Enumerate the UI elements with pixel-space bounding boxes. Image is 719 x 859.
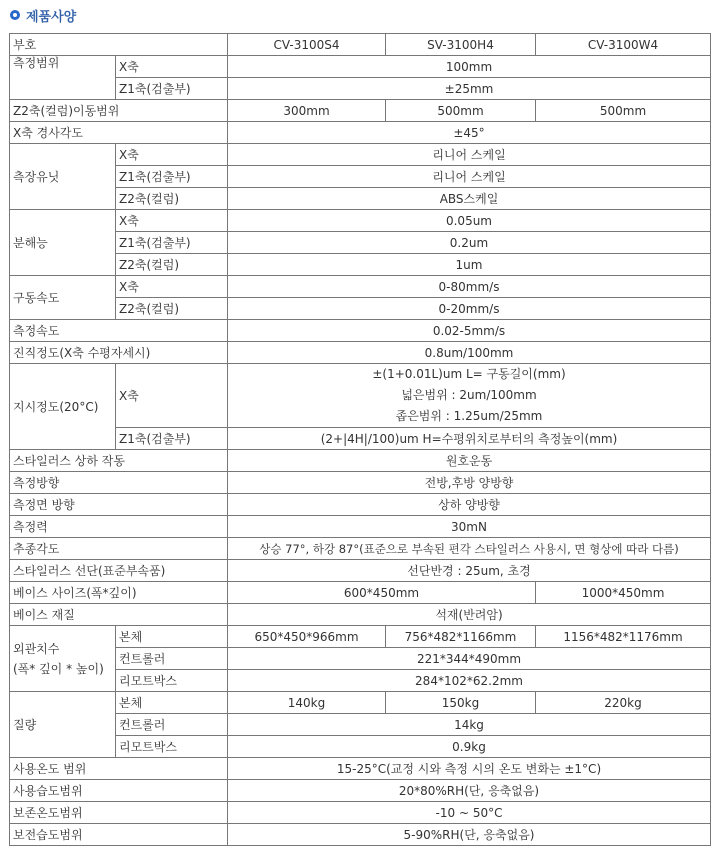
cell-value: 0.2um: [228, 232, 711, 254]
cell-label: 지시정도(20°C): [10, 364, 116, 450]
row-base-size: [10, 582, 711, 604]
cell-sublabel: Z1축(검출부): [116, 428, 228, 450]
cell-sublabel: X축: [116, 364, 228, 428]
cell-model-2: SV-3100H4: [386, 34, 536, 56]
row-measuring-speed: [10, 320, 711, 342]
cell-value: 600*450mm: [228, 582, 536, 604]
row-drive-speed: [10, 276, 711, 298]
cell-value: 전방,후방 양방향: [228, 472, 711, 494]
cell-value: 500mm: [536, 100, 711, 122]
cell-value: 1000*450mm: [536, 582, 711, 604]
cell-label: Z2축(컬럼)이동범위: [10, 100, 228, 122]
cell-value: 0-20mm/s: [228, 298, 711, 320]
row-x-tilt: [10, 122, 711, 144]
row-measuring-range: [10, 56, 711, 78]
dimensions-sublabel: (폭* 깊이 * 높이): [13, 661, 104, 676]
cell-value: ±25mm: [228, 78, 711, 100]
cell-sublabel: Z1축(검출부): [116, 166, 228, 188]
cell-value: 15-25°C(교정 시와 측정 시의 온도 변화는 ±1°C): [228, 758, 711, 780]
row-scale-unit-z1: [10, 166, 711, 188]
row-measuring-face: [10, 494, 711, 516]
row-dimensions: [10, 626, 711, 648]
cell-sublabel: 컨트롤러: [116, 648, 228, 670]
cell-label-multiline: [10, 626, 116, 692]
row-mass: [10, 692, 711, 714]
row-operating-humidity: [10, 780, 711, 802]
cell-value: 선단반경 : 25um, 초경: [228, 560, 711, 582]
cell-value: 20*80%RH(단, 응축없음): [228, 780, 711, 802]
cell-label: 부호: [10, 34, 228, 56]
cell-value: 221*344*490mm: [228, 648, 711, 670]
cell-value: 500mm: [386, 100, 536, 122]
cell-label: 측정력: [10, 516, 228, 538]
cell-label: 측장유닛: [10, 144, 116, 210]
cell-sublabel: X축: [116, 210, 228, 232]
cell-value: 0.02-5mm/s: [228, 320, 711, 342]
spec-table: [9, 33, 711, 846]
cell-value: 100mm: [228, 56, 711, 78]
cell-value: 1um: [228, 254, 711, 276]
cell-label: 진직정도(X축 수평자세시): [10, 342, 228, 364]
cell-sublabel: Z1축(검출부): [116, 232, 228, 254]
row-stylus-motion: [10, 450, 711, 472]
cell-label: 사용습도범위: [10, 780, 228, 802]
cell-sublabel: X축: [116, 56, 228, 78]
cell-sublabel: X축: [116, 144, 228, 166]
row-storage-temp: [10, 802, 711, 824]
row-z2-travel: [10, 100, 711, 122]
cell-label: 측정속도: [10, 320, 228, 342]
cell-label: X축 경사각도: [10, 122, 228, 144]
row-measuring-range-z1: [10, 78, 711, 100]
accuracy-line: 좁은범위 : 1.25um/25mm: [395, 409, 543, 423]
cell-value: 리니어 스케일: [228, 144, 711, 166]
row-storage-humidity: [10, 824, 711, 846]
cell-sublabel: Z2축(컬럼): [116, 298, 228, 320]
row-measuring-direction: [10, 472, 711, 494]
row-stylus-tip: [10, 560, 711, 582]
cell-value: ABS스케일: [228, 188, 711, 210]
cell-value: -10 ~ 50°C: [228, 802, 711, 824]
accuracy-line: 넓은범위 : 2um/100mm: [401, 388, 537, 402]
row-dimensions-controller: [10, 648, 711, 670]
row-straightness: [10, 342, 711, 364]
cell-sublabel: 리모트박스: [116, 670, 228, 692]
row-drive-speed-z2: [10, 298, 711, 320]
cell-label: 측정면 방향: [10, 494, 228, 516]
row-model: [10, 34, 711, 56]
cell-label: 측정범위: [10, 56, 116, 100]
cell-value: 석재(반려암): [228, 604, 711, 626]
cell-value: 0.8um/100mm: [228, 342, 711, 364]
cell-value: 150kg: [386, 692, 536, 714]
cell-value: 상승 77°, 하강 87°(표준으로 부속된 편각 스타일러스 사용시, 면 형상에 따라 다름): [228, 538, 711, 560]
cell-sublabel: 리모트박스: [116, 736, 228, 758]
accuracy-line: ±(1+0.01L)um L= 구동길이(mm): [372, 367, 566, 381]
cell-value: 756*482*1166mm: [386, 626, 536, 648]
row-scale-unit-z2: [10, 188, 711, 210]
heading-title: 제품사양: [26, 9, 77, 25]
cell-value: 5-90%RH(단, 응축없음): [228, 824, 711, 846]
dimensions-label: 외관치수: [13, 641, 60, 656]
row-base-material: [10, 604, 711, 626]
cell-model-1: CV-3100S4: [228, 34, 386, 56]
cell-value: 상하 양방향: [228, 494, 711, 516]
cell-label: 스타일러스 상하 작동: [10, 450, 228, 472]
cell-value: 650*450*966mm: [228, 626, 386, 648]
cell-value: 0.9kg: [228, 736, 711, 758]
row-dimensions-remote: [10, 670, 711, 692]
row-resolution: [10, 210, 711, 232]
row-indication-accuracy: [10, 364, 711, 428]
cell-label: 보존온도범위: [10, 802, 228, 824]
cell-value: 284*102*62.2mm: [228, 670, 711, 692]
cell-sublabel: 컨트롤러: [116, 714, 228, 736]
cell-sublabel: Z1축(검출부): [116, 78, 228, 100]
cell-value: (2+|4H|/100)um H=수평위치로부터의 측정높이(mm): [228, 428, 711, 450]
cell-sublabel: Z2축(컬럼): [116, 188, 228, 210]
cell-value: 0.05um: [228, 210, 711, 232]
row-resolution-z1: [10, 232, 711, 254]
cell-label: 추종각도: [10, 538, 228, 560]
cell-label: 사용온도 범위: [10, 758, 228, 780]
cell-value: 220kg: [536, 692, 711, 714]
cell-label: 보전습도범위: [10, 824, 228, 846]
cell-label: 베이스 재질: [10, 604, 228, 626]
cell-label: 구동속도: [10, 276, 116, 320]
cell-model-3: CV-3100W4: [536, 34, 711, 56]
row-tracking-angle: [10, 538, 711, 560]
cell-label: 분해능: [10, 210, 116, 276]
cell-sublabel: Z2축(컬럼): [116, 254, 228, 276]
cell-sublabel: 본체: [116, 692, 228, 714]
section-heading: [10, 6, 76, 24]
cell-value: 14kg: [228, 714, 711, 736]
cell-value: 300mm: [228, 100, 386, 122]
row-scale-unit: [10, 144, 711, 166]
cell-label: 측정방향: [10, 472, 228, 494]
cell-value: ±45°: [228, 122, 711, 144]
cell-sublabel: 본체: [116, 626, 228, 648]
cell-value: 1156*482*1176mm: [536, 626, 711, 648]
row-operating-temp: [10, 758, 711, 780]
cell-value: 원호운동: [228, 450, 711, 472]
row-indication-accuracy-z1: [10, 428, 711, 450]
cell-label: 질량: [10, 692, 116, 758]
row-resolution-z2: [10, 254, 711, 276]
cell-value-multiline: [228, 364, 711, 428]
cell-value: 30mN: [228, 516, 711, 538]
row-measuring-force: [10, 516, 711, 538]
cell-label: 스타일러스 선단(표준부속품): [10, 560, 228, 582]
cell-value: 140kg: [228, 692, 386, 714]
cell-value: 0-80mm/s: [228, 276, 711, 298]
circle-bullet-icon: [10, 10, 20, 20]
cell-label: 베이스 사이즈(폭*깊이): [10, 582, 228, 604]
cell-value: 리니어 스케일: [228, 166, 711, 188]
cell-sublabel: X축: [116, 276, 228, 298]
row-mass-remote: [10, 736, 711, 758]
row-mass-controller: [10, 714, 711, 736]
